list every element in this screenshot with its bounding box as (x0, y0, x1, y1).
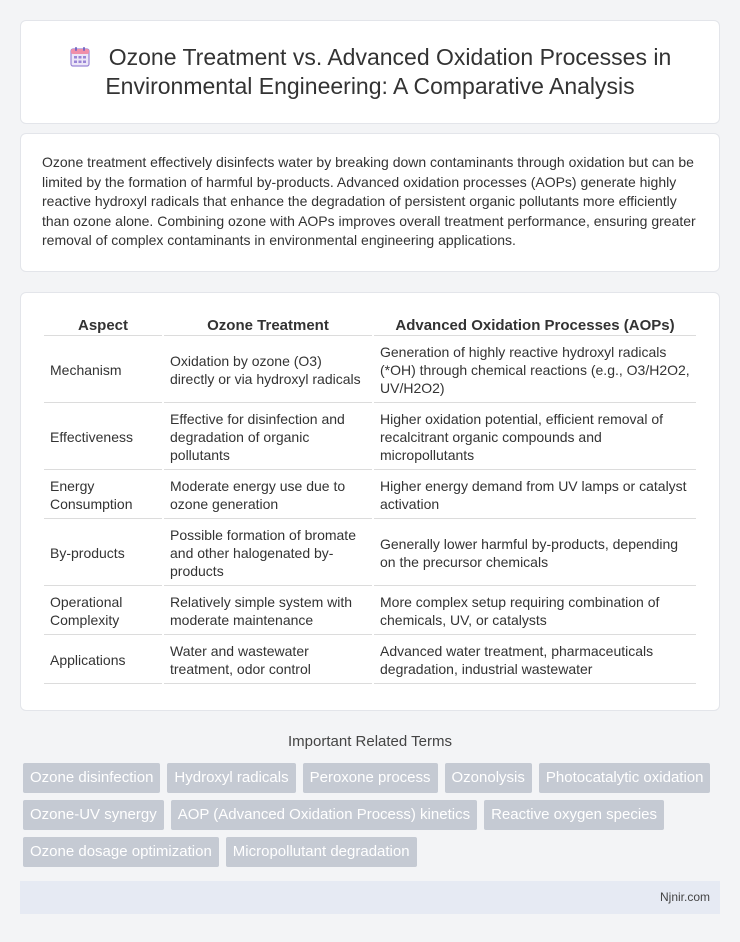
page-title-text: Ozone Treatment vs. Advanced Oxidation Processes in Environmental Engineering: A Comparative Analysis (105, 44, 672, 99)
tag-reactive-oxygen-species[interactable]: Reactive oxygen species (484, 800, 664, 830)
cell-aspect: Mechanism (44, 338, 162, 403)
cell-aspect: Energy Consumption (44, 472, 162, 519)
cell-aop: Advanced water treatment, pharmaceuticals degradation, industrial wastewater (374, 637, 696, 684)
cell-ozone: Moderate energy use due to ozone generation (164, 472, 372, 519)
intro-text: Ozone treatment effectively disinfects water by breaking down contaminants through oxidation but can be limited by the formation of harmful by-products. Advanced oxidation processes (AOPs) generate highly reactive hydroxyl radicals that enhance the degradation of persistent organic pollutants more efficiently than ozone alone. Combining ozone with AOPs improves overall treatment performance, ensuring greater removal of complex contaminants in environmental engineering applications. (42, 154, 696, 249)
comparison-table-card (20, 292, 720, 711)
tag-ozone-disinfection[interactable]: Ozone disinfection (23, 763, 160, 793)
title-card (20, 20, 720, 124)
cell-aop: Generally lower harmful by-products, depending on the precursor chemicals (374, 521, 696, 586)
table-row (44, 472, 696, 519)
table-row (44, 405, 696, 470)
tag-micropollutant-degradation[interactable]: Micropollutant degradation (226, 837, 417, 867)
tag-ozone-uv-synergy[interactable]: Ozone-UV synergy (23, 800, 164, 830)
related-terms-title: Important Related Terms (288, 732, 452, 750)
calendar-icon (69, 46, 91, 68)
table-row (44, 637, 696, 684)
cell-ozone: Oxidation by ozone (O3) directly or via hydroxyl radicals (164, 338, 372, 403)
table-row (44, 521, 696, 586)
header-aspect: Aspect (44, 315, 162, 336)
cell-aspect: Effectiveness (44, 405, 162, 470)
footer-site-link[interactable]: Njnir.com (659, 890, 710, 905)
table-header-row (44, 315, 696, 336)
cell-ozone: Relatively simple system with moderate maintenance (164, 588, 372, 635)
cell-aspect: By-products (44, 521, 162, 586)
table-row (44, 338, 696, 403)
page-title (51, 43, 689, 101)
table-row (44, 588, 696, 635)
footer (20, 881, 720, 914)
tag-photocatalytic-oxidation[interactable]: Photocatalytic oxidation (539, 763, 711, 793)
cell-ozone: Possible formation of bromate and other halogenated by-products (164, 521, 372, 586)
related-terms-section (0, 733, 740, 867)
cell-aop: More complex setup requiring combination of chemicals, UV, or catalysts (374, 588, 696, 635)
cell-aspect: Applications (44, 637, 162, 684)
cell-aop: Higher oxidation potential, efficient removal of recalcitrant organic compounds and micropollutants (374, 405, 696, 470)
tag-aop-kinetics[interactable]: AOP (Advanced Oxidation Process) kinetics (171, 800, 477, 830)
cell-aspect: Operational Complexity (44, 588, 162, 635)
header-aop: Advanced Oxidation Processes (AOPs) (374, 315, 696, 336)
cell-ozone: Water and wastewater treatment, odor control (164, 637, 372, 684)
cell-aop: Generation of highly reactive hydroxyl radicals (*OH) through chemical reactions (e.g., O3/H2O2, UV/H2O2) (374, 338, 696, 403)
comparison-table (42, 313, 698, 686)
tag-ozone-dosage-optimization[interactable]: Ozone dosage optimization (23, 837, 219, 867)
tag-peroxone-process[interactable]: Peroxone process (303, 763, 438, 793)
header-ozone: Ozone Treatment (164, 315, 372, 336)
intro-card (20, 133, 720, 272)
related-terms-tags (0, 763, 740, 867)
cell-aop: Higher energy demand from UV lamps or catalyst activation (374, 472, 696, 519)
tag-hydroxyl-radicals[interactable]: Hydroxyl radicals (167, 763, 295, 793)
cell-ozone: Effective for disinfection and degradation of organic pollutants (164, 405, 372, 470)
tag-ozonolysis[interactable]: Ozonolysis (445, 763, 532, 793)
